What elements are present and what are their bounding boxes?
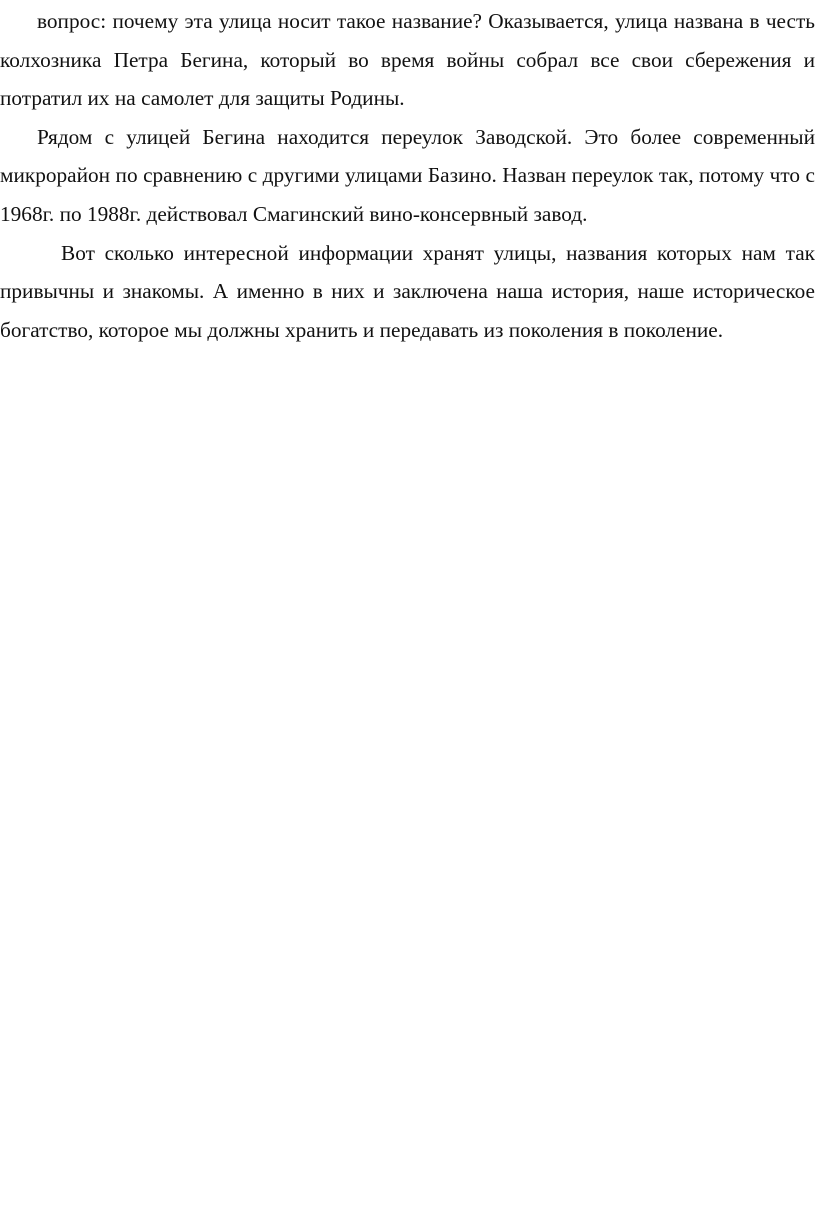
paragraph-zavodskoy-lane: Рядом с улицей Бегина находится переулок Заводской. Это более современный микрорайон по сравнению с другими улицами Базино. Назван переулок так, потому что с 1968г. по 1988г. действовал Смагинский вино-консервный завод.	[0, 124, 815, 226]
document-body	[0, 0, 815, 349]
paragraph-conclusion: Вот сколько интересной информации хранят улицы, названия которых нам так привычны и знакомы. А именно в них и заключена наша история, наше историческое богатство, которое мы должны хранить и передавать из поколения в поколение.	[0, 240, 815, 342]
paragraph-street-name-origin: вопрос: почему эта улица носит такое название? Оказывается, улица названа в честь колхозника Петра Бегина, который во время войны собрал все свои сбережения и потратил их на самолет для защиты Родины.	[0, 9, 815, 111]
